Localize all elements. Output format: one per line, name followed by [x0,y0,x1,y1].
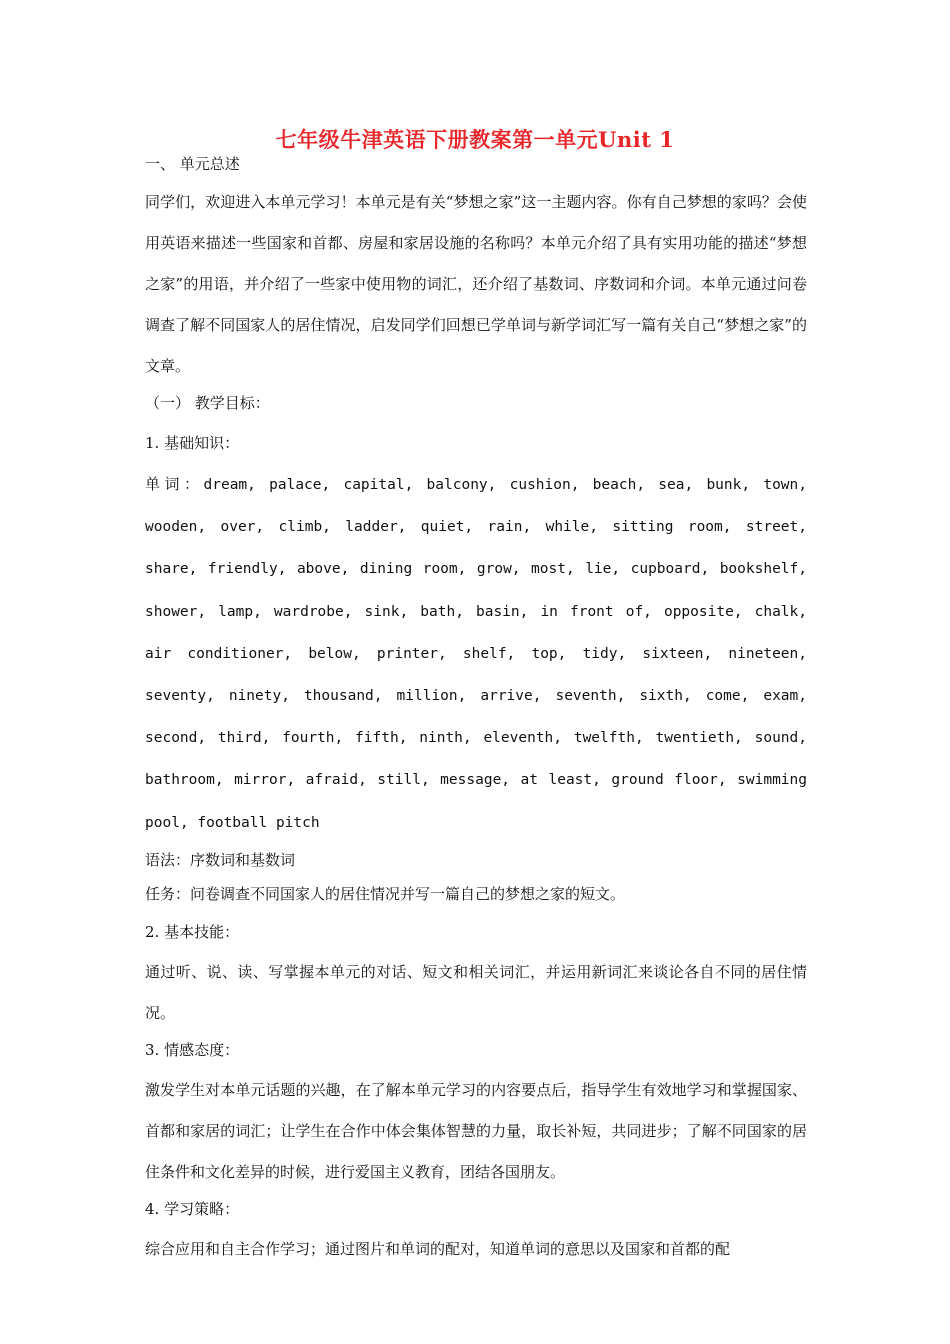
basic-skills-paragraph: 通过听、说、读、写掌握本单元的对话、短文和相关词汇，并运用新词汇来谈论各自不同的居住情况。 [145,962,807,1022]
strategy-paragraph: 综合应用和自主合作学习；通过图片和单词的配对，知道单词的意思以及国家和首都的配 [145,1239,731,1258]
task-line: 任务：问卷调查不同国家人的居住情况并写一篇自己的梦想之家的短文。 [145,884,626,903]
vocabulary-paragraph [145,464,807,844]
vocabulary-list: dream, palace, capital, balcony, cushion, beach, sea, bunk, town, wooden, over, climb, ladder, quiet, rain, while, sitting room, street, share, friendly, above, dining room, grow, most, lie, cupboard, bookshelf, shower, lamp, wardrobe, sink, bath, basin, in front of, opposite, chalk, air conditioner, below, printer, shelf, top, tidy, sixteen, nineteen, seventy, ninety, thousand, million, arrive, seventh, sixth, come, exam, second, third, fourth, fifth, ninth, eleventh, twelfth, twentieth, sound, bathroom, mirror, afraid, still, message, at least, ground floor, swimming pool, football pitch [145,477,807,831]
basic-knowledge-heading: 1. 基础知识： [145,434,240,452]
grammar-line: 语法：序数词和基数词 [145,850,296,869]
document-body [145,148,807,1270]
attitude-paragraph: 激发学生对本单元话题的兴趣，在了解本单元学习的内容要点后，指导学生有效地学习和掌握国家、首都和家居的词汇；让学生在合作中体会集体智慧的力量，取长补短，共同进步；了解不同国家的居住条件和文化差异的时候，进行爱国主义教育，团结各国朋友。 [145,1080,807,1181]
vocabulary-label: 单词： [145,475,204,493]
overview-paragraph: 同学们，欢迎进入本单元学习！本单元是有关“梦想之家”这一主题内容。你有自己梦想的家吗？会使用英语来描述一些国家和首都、房屋和家居设施的名称吗？本单元介绍了具有实用功能的描述“梦想之家”的用语，并介绍了一些家中使用物的词汇，还介绍了基数词、序数词和介词。本单元通过问卷调查了解不同国家人的居住情况，启发同学们回想已学单词与新学词汇写一篇有关自己“梦想之家”的文章。 [145,193,807,375]
basic-skills-heading: 2. 基本技能： [145,922,240,941]
objectives-heading: （一） 教学目标： [145,394,270,412]
attitude-heading: 3. 情感态度： [145,1040,240,1059]
section-heading-overview: 一、 单元总述 [145,155,240,173]
document-title: 七年级牛津英语下册教案第一单元Unit 1 [275,127,675,152]
strategy-heading: 4. 学习策略： [145,1199,240,1218]
